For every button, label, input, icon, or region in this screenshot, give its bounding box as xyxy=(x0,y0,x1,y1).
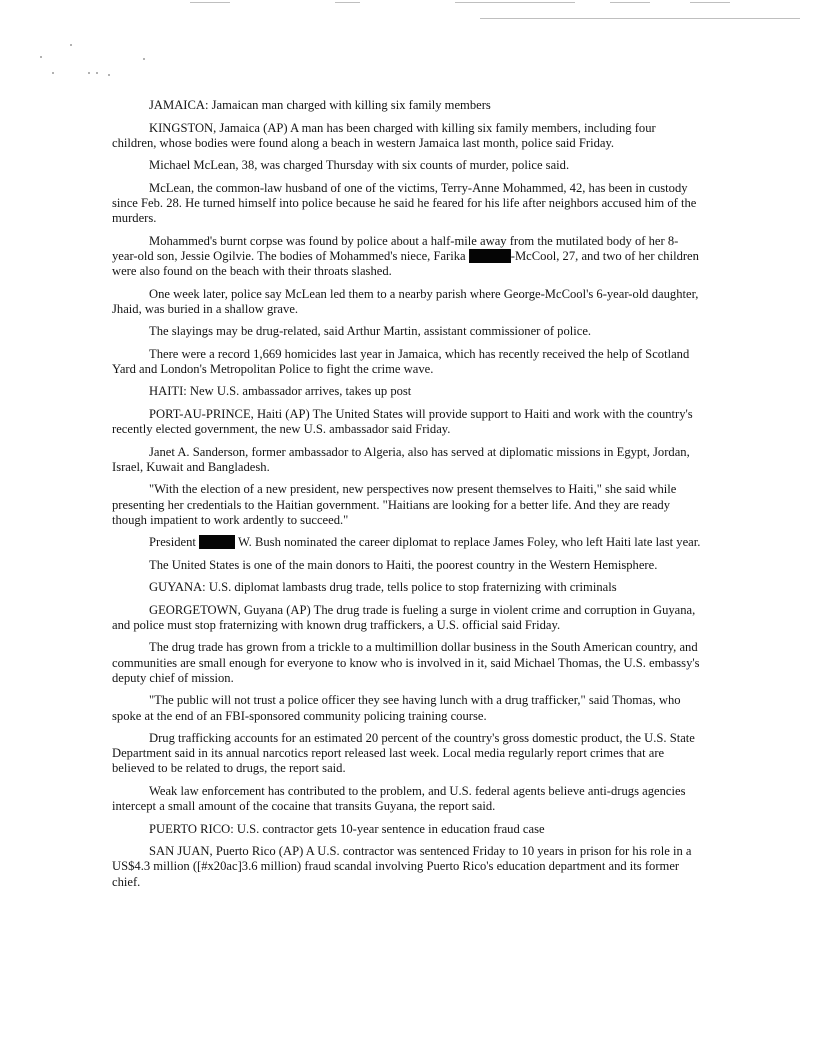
paragraph-text: McLean, the common-law husband of one of the victims, Terry-Anne Mohammed, 42, has been in custody since Feb. 28. He turned himself into police because he said he feared for his life after neighbors accused him of the murders. xyxy=(112,180,697,226)
paragraph xyxy=(112,640,702,686)
paragraph xyxy=(112,731,702,777)
paragraph-text: JAMAICA: Jamaican man charged with killing six family members xyxy=(149,98,491,112)
scan-line xyxy=(480,18,800,19)
paragraph-text: There were a record 1,669 homicides last year in Jamaica, which has recently received the help of Scotland Yard and London's Metropolitan Police to fight the crime wave. xyxy=(112,346,690,376)
paragraph-text: GUYANA: U.S. diplomat lambasts drug trade, tells police to stop fraternizing with criminals xyxy=(149,580,617,595)
paragraph-text: The drug trade has grown from a trickle to a multimillion dollar business in the South American country, and communities are small enough for everyone to know who is involved in it, said Michael Thomas, the U.S. embassy's deputy chief of mission. xyxy=(112,640,700,685)
paragraph xyxy=(112,558,702,573)
paragraph xyxy=(112,844,702,890)
document-body xyxy=(112,98,702,897)
paragraph-text: GEORGETOWN, Guyana (AP) The drug trade is fueling a surge in violent crime and corruption in Guyana, and police must stop fraternizing with known drug traffickers, a U.S. official said Friday. xyxy=(112,602,696,632)
paragraph xyxy=(112,347,702,377)
paragraph-text: "With the election of a new president, new perspectives now present themselves to Haiti," she said while presenting her credentials to the Haitian government. "Haitians are looking for a better life. And they are ready though impatient to work ardently to succeed." xyxy=(112,482,677,527)
paragraph-text: The slayings may be drug-related, said Arthur Martin, assistant commissioner of police. xyxy=(149,324,592,339)
paragraph-text: President xyxy=(149,535,200,550)
scan-line xyxy=(610,2,650,3)
paragraph-text: Drug trafficking accounts for an estimated 20 percent of the country's gross domestic product, the U.S. State Department said in its annual narcotics report released last week. Local media regularly report crimes that are believed to be related to drugs, the report said. xyxy=(112,731,695,776)
scan-dot xyxy=(40,56,42,58)
scan-line xyxy=(455,2,575,3)
paragraph-text: Michael McLean, 38, was charged Thursday with six counts of murder, police said. xyxy=(149,158,570,173)
scan-line xyxy=(690,2,730,3)
paragraph-text: "The public will not trust a police officer they see having lunch with a drug trafficker," said Thomas, who spoke at the end of an FBI-sponsored community policing training course. xyxy=(112,693,681,723)
scan-dot xyxy=(70,44,72,46)
paragraph xyxy=(112,535,702,550)
scan-dot xyxy=(52,72,54,74)
paragraph xyxy=(112,287,702,317)
scan-artifacts xyxy=(0,0,813,90)
paragraph-text: HAITI: New U.S. ambassador arrives, takes up post xyxy=(149,384,412,399)
paragraph xyxy=(112,158,702,173)
paragraph-text: SAN JUAN, Puerto Rico (AP) A U.S. contractor was sentenced Friday to 10 years in prison for his role in a US$4.3 million ([#x20ac]3.6 million) fraud scandal involving Puerto Rico's education department and its former chief. xyxy=(112,844,692,889)
paragraph-text: Janet A. Sanderson, former ambassador to Algeria, also has served at diplomatic missions in Egypt, Jordan, Israel, Kuwait and Bangladesh. xyxy=(112,444,690,474)
paragraph xyxy=(112,603,702,633)
paragraph xyxy=(112,482,702,528)
paragraph-text: KINGSTON, Jamaica (AP) A man has been charged with killing six family members, including four children, whose bodies were found along a beach in western Jamaica last month, police said Friday. xyxy=(112,120,656,150)
paragraph xyxy=(112,121,702,151)
paragraph xyxy=(112,384,702,399)
scan-dot xyxy=(143,58,145,60)
paragraph xyxy=(112,580,702,595)
paragraph-text: Weak law enforcement has contributed to the problem, and U.S. federal agents believe anti-drugs agencies intercept a small amount of the cocaine that transits Guyana, the report said. xyxy=(112,783,686,814)
scan-dot xyxy=(108,74,110,76)
paragraph-text: -McCool, 27, and two of her children were also found on the beach with their throats slashed. xyxy=(112,248,699,279)
scan-line xyxy=(190,2,230,3)
paragraph-text: One week later, police say McLean led them to a nearby parish where George-McCool's 6-year-old daughter, Jhaid, was buried in a shallow grave. xyxy=(112,286,699,316)
paragraph xyxy=(112,445,702,475)
paragraph xyxy=(112,234,702,280)
paragraph xyxy=(112,407,702,437)
redaction-block xyxy=(199,535,235,549)
redaction-block xyxy=(469,249,511,263)
paragraph-text: Mohammed's burnt corpse was found by police about a half-mile away from the mutilated body of her 8-year-old son, Jessie Ogilvie. The bodies of Mohammed's niece, Farika xyxy=(112,233,679,263)
paragraph-text: The United States is one of the main donors to Haiti, the poorest country in the Western Hemisphere. xyxy=(149,557,658,572)
paragraph-text: PUERTO RICO: U.S. contractor gets 10-year sentence in education fraud case xyxy=(149,821,545,836)
paragraph xyxy=(112,324,702,339)
paragraph-text: W. Bush nominated the career diplomat to replace James Foley, who left Haiti late last year. xyxy=(235,535,701,550)
paragraph xyxy=(112,822,702,837)
paragraph xyxy=(112,98,702,113)
scan-dot xyxy=(96,72,98,74)
scan-dot xyxy=(88,72,90,74)
paragraph xyxy=(112,784,702,814)
paragraph xyxy=(112,181,702,227)
scan-line xyxy=(335,2,360,3)
paragraph xyxy=(112,693,702,723)
paragraph-text: PORT-AU-PRINCE, Haiti (AP) The United States will provide support to Haiti and work with the country's recently elected government, the new U.S. ambassador said Friday. xyxy=(112,406,693,437)
